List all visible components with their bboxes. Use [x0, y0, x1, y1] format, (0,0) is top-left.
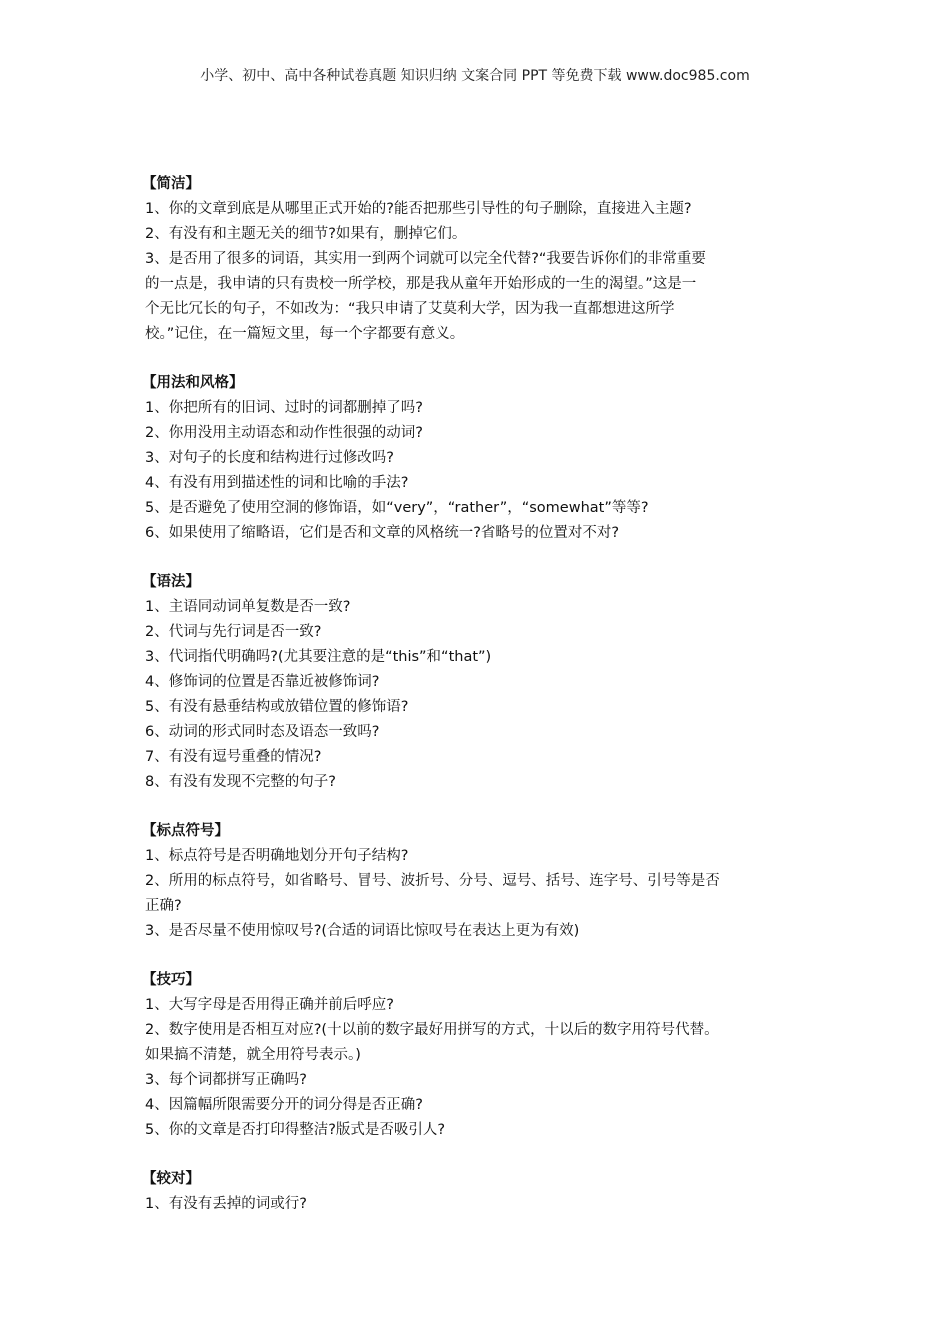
text-line: 4、修饰词的位置是否靠近被修饰词? — [145, 674, 380, 690]
text-line: 2、所用的标点符号，如省略号、冒号、波折号、分号、逗号、括号、连字号、引号等是否 — [145, 873, 720, 889]
text-line: 2、数字使用是否相互对应?(十以前的数字最好用拼写的方式，十以后的数字用符号代替。 — [145, 1022, 719, 1038]
text-line: 正确? — [145, 898, 182, 914]
text-line: 1、主语同动词单复数是否一致? — [145, 599, 351, 615]
text-line: 校。”记住，在一篇短文里，每一个字都要有意义。 — [145, 326, 465, 342]
text-line: 2、你用没用主动语态和动作性很强的动词? — [145, 425, 423, 441]
text-line: 如果搞不清楚，就全用符号表示。) — [145, 1047, 361, 1063]
section-proofreading — [142, 1167, 815, 1217]
section-punctuation — [142, 819, 815, 944]
section-concise — [142, 172, 815, 347]
text-line: 4、因篇幅所限需要分开的词分得是否正确? — [145, 1097, 423, 1113]
section-grammar — [142, 570, 815, 795]
section-usage-style — [142, 371, 815, 546]
text-line: 8、有没有发现不完整的句子? — [145, 774, 336, 790]
text-line: 3、是否用了很多的词语，其实用一到两个词就可以完全代替?“我要告诉你们的非常重要 — [145, 251, 706, 267]
text-line: 2、有没有和主题无关的细节?如果有，删掉它们。 — [145, 226, 467, 242]
text-line: 的一点是，我申请的只有贵校一所学校，那是我从童年开始形成的一生的渴望。”这是一 — [145, 276, 697, 292]
text-line: 3、每个词都拼写正确吗? — [145, 1072, 307, 1088]
section-heading: 【用法和风格】 — [142, 375, 244, 391]
text-line: 1、大写字母是否用得正确并前后呼应? — [145, 997, 394, 1013]
document-body — [142, 172, 815, 1241]
text-line: 个无比冗长的句子，不如改为：“我只申请了艾莫利大学，因为我一直都想进这所学 — [145, 301, 675, 317]
text-line: 1、你的文章到底是从哪里正式开始的?能否把那些引导性的句子删除，直接进入主题? — [145, 201, 692, 217]
text-line: 5、有没有悬垂结构或放错位置的修饰语? — [145, 699, 409, 715]
text-line: 1、标点符号是否明确地划分开句子结构? — [145, 848, 409, 864]
text-line: 5、你的文章是否打印得整洁?版式是否吸引人? — [145, 1122, 446, 1138]
text-line: 7、有没有逗号重叠的情况? — [145, 749, 322, 765]
text-line: 3、是否尽量不使用惊叹号?(合适的词语比惊叹号在表达上更为有效) — [145, 923, 580, 939]
section-heading: 【较对】 — [142, 1171, 200, 1187]
text-line: 3、代词指代明确吗?(尤其要注意的是“this”和“that”) — [145, 649, 492, 665]
section-heading: 【语法】 — [142, 574, 200, 590]
page-header: 小学、初中、高中各种试卷真题 知识归纳 文案合同 PPT 等免费下载 www.doc985.com — [200, 68, 750, 84]
text-line: 1、你把所有的旧词、过时的词都删掉了吗? — [145, 400, 423, 416]
text-line: 3、对句子的长度和结构进行过修改吗? — [145, 450, 394, 466]
section-heading: 【简洁】 — [142, 176, 200, 192]
section-heading: 【标点符号】 — [142, 823, 229, 839]
text-line: 5、是否避免了使用空洞的修饰语，如“very”，“rather”，“somewhat”等等? — [145, 500, 649, 516]
text-line: 4、有没有用到描述性的词和比喻的手法? — [145, 475, 409, 491]
text-line: 2、代词与先行词是否一致? — [145, 624, 322, 640]
section-heading: 【技巧】 — [142, 972, 200, 988]
section-technique — [142, 968, 815, 1143]
text-line: 1、有没有丢掉的词或行? — [145, 1196, 307, 1212]
text-line: 6、动词的形式同时态及语态一致吗? — [145, 724, 380, 740]
text-line: 6、如果使用了缩略语，它们是否和文章的风格统一?省略号的位置对不对? — [145, 525, 620, 541]
